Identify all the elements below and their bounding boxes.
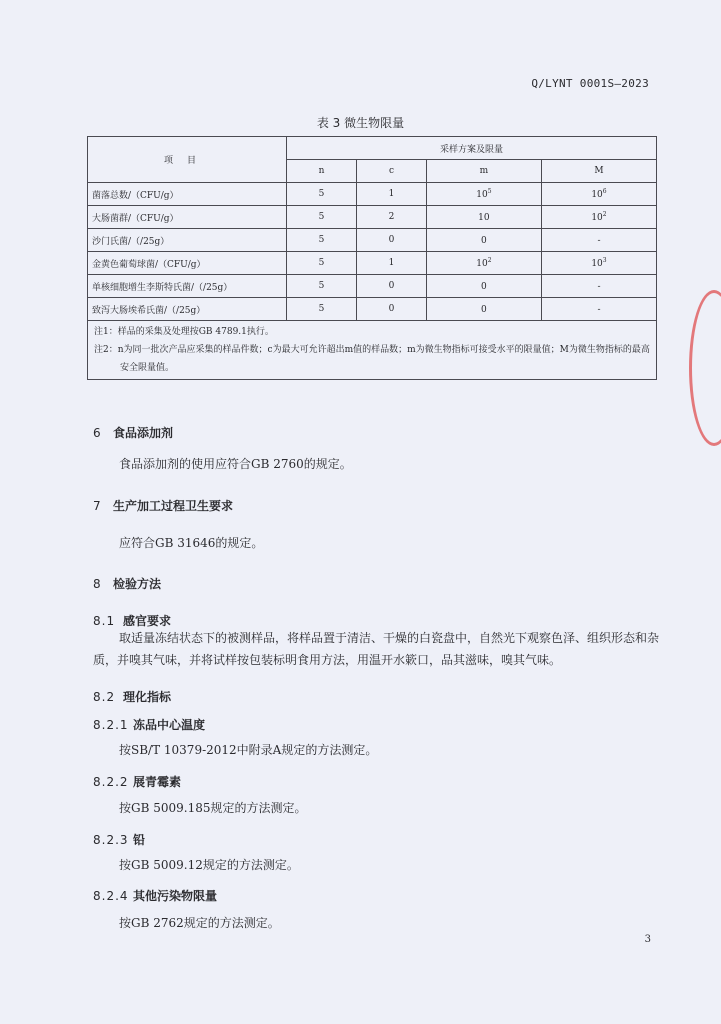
note-2: 注2：n为同一批次产品应采集的样品件数；c为最大可允许超出m值的样品数；m为微生物指标可接受水平的限量值；M为微生物指标的最高安全限量值。	[94, 345, 650, 373]
note-1: 注1：样品的采集及处理按GB 4789.1执行。	[94, 327, 274, 337]
table-row	[88, 252, 657, 275]
table-title: 表 3 微生物限量	[316, 116, 405, 130]
red-seal-stamp	[689, 290, 721, 446]
row-c-value: 1	[357, 183, 427, 206]
row-item-name: 大肠菌群/（CFU/g）	[88, 206, 287, 229]
section-8-2-3-heading: 8.2.3 铅	[93, 833, 146, 847]
row-c-value: 2	[357, 206, 427, 229]
row-c-value: 0	[357, 229, 427, 252]
table-row	[88, 275, 657, 298]
section-8-2-1-heading: 8.2.1 冻品中心温度	[93, 718, 206, 732]
row-M-value: $10^3$	[541, 252, 656, 275]
row-item-name: 金黄色葡萄球菌/（CFU/g）	[88, 252, 287, 275]
row-item-name: 单核细胞增生李斯特氏菌/（/25g）	[88, 275, 287, 298]
row-m-value: $10^5$	[426, 183, 541, 206]
section-8-1-heading: 8.1 感官要求	[93, 614, 172, 628]
section-8-2-2-text: 按GB 5009.185规定的方法测定。	[119, 801, 307, 815]
row-m-value: 0	[426, 229, 541, 252]
row-M-value: -	[541, 298, 656, 321]
col-n-header: n	[287, 160, 357, 183]
col-c-header: c	[357, 160, 427, 183]
table-notes	[88, 321, 657, 380]
row-n-value: 5	[287, 298, 357, 321]
section-8-2-heading: 8.2 理化指标	[93, 690, 172, 704]
table-row	[88, 183, 657, 206]
row-M-value: $10^2$	[541, 206, 656, 229]
row-c-value: 0	[357, 298, 427, 321]
table-row	[88, 298, 657, 321]
table-notes-row	[88, 321, 657, 380]
page-number: 3	[644, 934, 651, 945]
row-n-value: 5	[287, 206, 357, 229]
col-item-header: 项目	[88, 137, 287, 183]
row-n-value: 5	[287, 275, 357, 298]
section-7-heading: 7 生产加工过程卫生要求	[93, 499, 234, 513]
row-item-name: 沙门氏菌/（/25g）	[88, 229, 287, 252]
section-8-2-1-text: 按SB/T 10379-2012中附录A规定的方法测定。	[119, 743, 378, 757]
section-8-2-4-heading: 8.2.4 其他污染物限量	[93, 889, 218, 903]
table-row	[88, 206, 657, 229]
microbial-limit-table	[87, 136, 657, 380]
section-8-2-3-text: 按GB 5009.12规定的方法测定。	[119, 858, 299, 872]
section-8-heading: 8 检验方法	[93, 577, 162, 591]
col-m-header: m	[426, 160, 541, 183]
section-8-2-4-text: 按GB 2762规定的方法测定。	[119, 916, 280, 930]
table-row	[88, 229, 657, 252]
row-c-value: 1	[357, 252, 427, 275]
row-M-value: -	[541, 275, 656, 298]
table-header-row	[88, 137, 657, 160]
row-m-value: 10	[426, 206, 541, 229]
row-m-value: 0	[426, 275, 541, 298]
standard-code: Q/LYNT 0001S—2023	[531, 77, 649, 90]
row-item-name: 菌落总数/（CFU/g）	[88, 183, 287, 206]
row-c-value: 0	[357, 275, 427, 298]
col-M-header: M	[541, 160, 656, 183]
row-M-value: -	[541, 229, 656, 252]
row-m-value: $10^2$	[426, 252, 541, 275]
row-n-value: 5	[287, 229, 357, 252]
row-n-value: 5	[287, 183, 357, 206]
section-6-text: 食品添加剂的使用应符合GB 2760的规定。	[119, 457, 352, 471]
row-m-value: 0	[426, 298, 541, 321]
row-M-value: $10^6$	[541, 183, 656, 206]
section-6-heading: 6 食品添加剂	[93, 426, 174, 440]
section-7-text: 应符合GB 31646的规定。	[119, 536, 264, 550]
col-group-header: 采样方案及限量	[287, 137, 657, 160]
row-item-name: 致泻大肠埃希氏菌/（/25g）	[88, 298, 287, 321]
section-8-1-text: 取适量冻结状态下的被测样品，将样品置于清洁、干燥的白瓷盘中，自然光下观察色泽、组织形态和杂质，并嗅其气味，并将试样按包装标明食用方法，用温开水簌口，品其滋味，嗅其气味。	[93, 631, 660, 667]
row-n-value: 5	[287, 252, 357, 275]
section-8-2-2-heading: 8.2.2 展青霉素	[93, 775, 182, 789]
